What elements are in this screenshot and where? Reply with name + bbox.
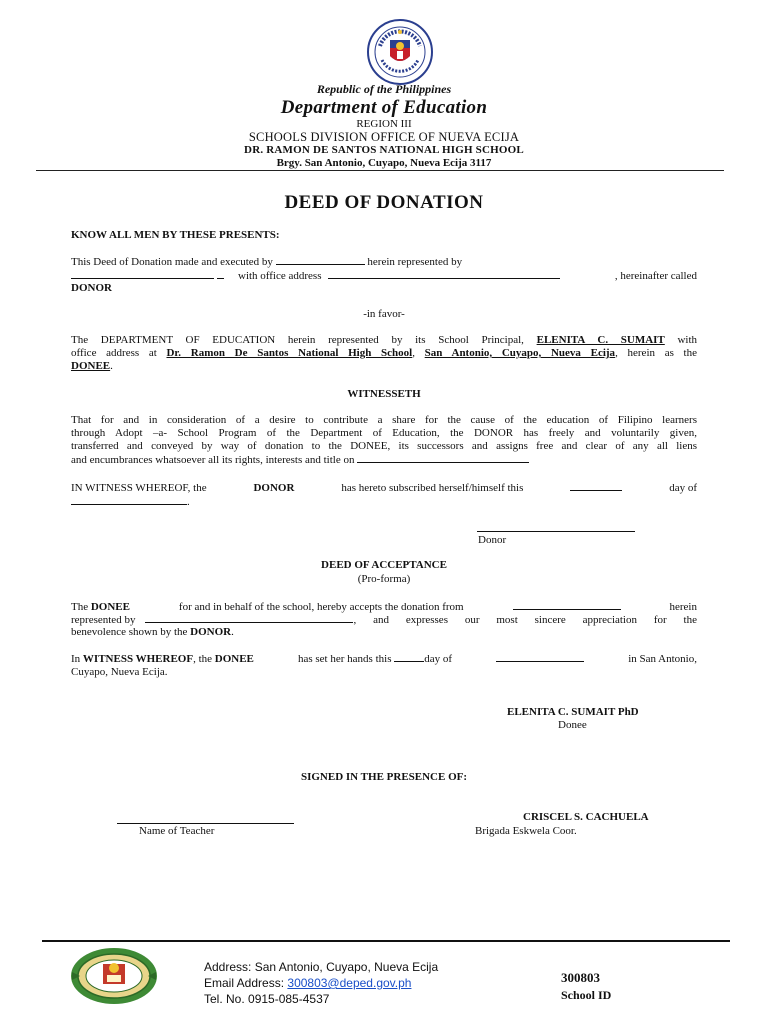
donation-from-blank[interactable] [513, 600, 621, 610]
para6-line1: In WITNESS WHEREOF, the DONEE has set her hands this day of in San Antonio, [71, 653, 697, 665]
acceptance-subtitle: (Pro-forma) [357, 573, 411, 585]
principal-name: ELENITA C. SUMAIT [536, 334, 665, 346]
donee-signatory-name: ELENITA C. SUMAIT PhD [507, 706, 639, 718]
region-label: REGION III [356, 118, 412, 130]
school-logo-icon [70, 946, 158, 1006]
header-divider [36, 170, 724, 171]
intro-heading: KNOW ALL MEN BY THESE PRESENTS: [71, 229, 280, 241]
donor-signature-line[interactable] [477, 531, 635, 532]
teacher-signature-line[interactable] [117, 823, 294, 824]
para5-line1: The DONEE for and in behalf of the school, hereby accepts the donation from herein [71, 601, 697, 613]
coordinator-role: Brigada Eskwela Coor. [475, 825, 577, 837]
represented-by-blank[interactable] [145, 613, 353, 623]
donor-label: DONOR [71, 282, 112, 294]
document-title: DEED OF DONATION [284, 192, 484, 213]
school-name: DR. RAMON DE SANTOS NATIONAL HIGH SCHOOL [244, 144, 524, 156]
para1-line1: This Deed of Donation made and executed by herein represented by [71, 256, 463, 268]
coordinator-name: CRISCEL S. CACHUELA [523, 811, 649, 823]
day-blank[interactable] [570, 481, 622, 491]
title-on-blank[interactable] [357, 453, 529, 463]
school-name-ref: Dr. Ramon De Santos National High School [166, 347, 413, 359]
para5-line3: benevolence shown by the DONOR. [71, 626, 234, 638]
school-id-label: School ID [561, 988, 612, 1002]
para5-line2: represented by , and expresses our most sincere appreciation for the [71, 614, 697, 626]
division-office: SCHOOLS DIVISION OFFICE OF NUEVA ECIJA [248, 130, 520, 144]
in-favor-text: -in favor- [363, 308, 405, 320]
deped-seal-icon [366, 18, 434, 86]
month-year-blank[interactable] [71, 495, 187, 505]
donee-day-blank[interactable] [394, 652, 424, 662]
donee-label: DONEE [71, 360, 111, 372]
footer-contact [204, 959, 438, 1007]
representative-blank[interactable] [71, 269, 214, 279]
donee-month-blank[interactable] [496, 652, 584, 662]
footer-divider [42, 940, 730, 942]
para1-line2: with office address , hereinafter called [71, 269, 697, 282]
para4-line2: . [71, 495, 190, 508]
para4-line1: IN WITNESS WHEREOF, the DONOR has hereto subscribed herself/himself this day of [71, 482, 697, 494]
place-ref: San Antonio, Cuyapo, Nueva Ecija [424, 347, 616, 359]
acceptance-heading: DEED OF ACCEPTANCE [321, 559, 447, 571]
donor-name-blank[interactable] [276, 255, 365, 265]
school-address: Brgy. San Antonio, Cuyapo, Nueva Ecija 3117 [276, 157, 492, 169]
para6-line2: Cuyapo, Nueva Ecija. [71, 666, 168, 678]
donor-signature-label: Donor [478, 534, 507, 546]
department-name: Department of Education [280, 97, 488, 118]
footer-tel: Tel. No. 0915-085-4537 [204, 992, 330, 1006]
footer-address: Address: San Antonio, Cuyapo, Nueva Ecija [204, 960, 439, 974]
republic-line: Republic of the Philippines [316, 82, 452, 96]
witnesseth-heading: WITNESSETH [347, 388, 421, 400]
para3: That for and in consideration of a desire to contribute a share for the cause of the education of Filipino learners through Adopt –a- School Program of the Department of Education, the DONOR has freely and voluntarily given, transferred and conveyed by way of donation to the DONEE, its successors and assigns free and clear of any all liens and encumbrances whatsoever all its rights, interests and title on [71, 414, 697, 466]
footer-email-link[interactable]: 300803@deped.gov.ph [287, 976, 412, 990]
para2: The DEPARTMENT OF EDUCATION herein represented by its School Principal, ELENITA C. SUMAIT with office address at Dr. Ramon De Santos National High School, San Antonio, Cuyapo, Nueva Ecija, herein as the DONEE. [71, 334, 698, 372]
office-address-blank[interactable] [328, 269, 560, 279]
footer-email-label: Email Address: [204, 976, 285, 990]
school-id-number: 300803 [561, 970, 600, 985]
signed-presence-heading: SIGNED IN THE PRESENCE OF: [300, 771, 468, 783]
donee-signatory-role: Donee [558, 719, 587, 731]
teacher-label: Name of Teacher [139, 825, 215, 837]
